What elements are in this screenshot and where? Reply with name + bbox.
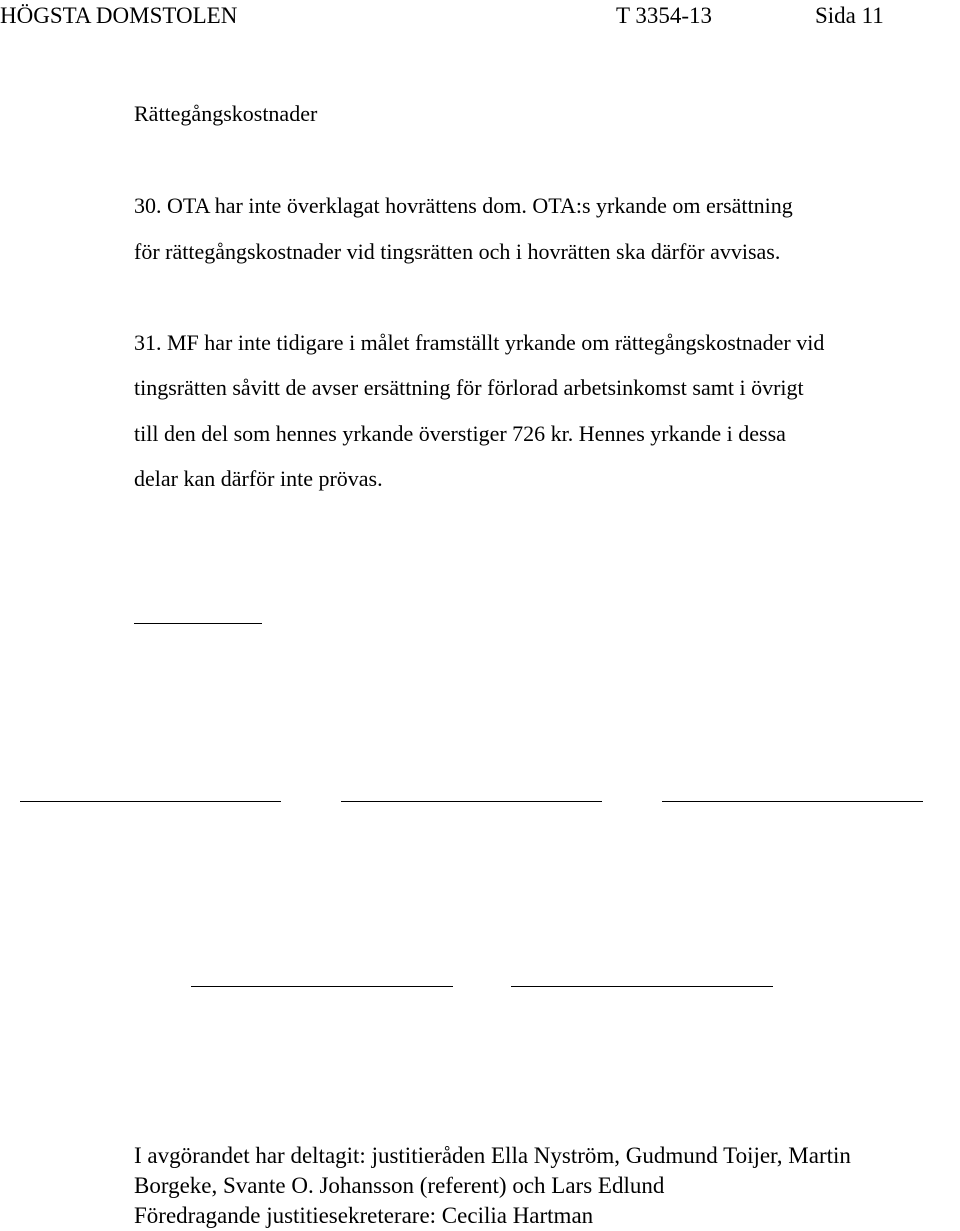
paragraph-line: delar kan därför inte prövas. <box>134 466 383 491</box>
footer-line: I avgörandet har deltagit: justitieråden Ella Nyström, Gudmund Toijer, Martin <box>134 1143 851 1168</box>
signature-line <box>511 986 773 987</box>
signature-line <box>341 801 602 802</box>
footer-line: Föredragande justitiesekreterare: Cecilia Hartman <box>134 1203 594 1228</box>
section-heading: Rättegångskostnader <box>134 101 318 126</box>
paragraph-line: tingsrätten såvitt de avser ersättning för förlorad arbetsinkomst samt i övrigt <box>134 375 804 400</box>
paragraph-line: 30. OTA har inte överklagat hovrättens dom. OTA:s yrkande om ersättning <box>134 193 793 218</box>
paragraph-line: till den del som hennes yrkande överstiger 726 kr. Hennes yrkande i dessa <box>134 421 786 446</box>
signature-line <box>20 801 281 802</box>
paragraph-line: 31. MF har inte tidigare i målet framställt yrkande om rättegångskostnader vid <box>134 330 825 355</box>
signature-line <box>191 986 453 987</box>
signature-line <box>662 801 923 802</box>
footer-line: Borgeke, Svante O. Johansson (referent) och Lars Edlund <box>134 1173 665 1198</box>
page-number: Sida 11 <box>815 3 884 28</box>
court-name: HÖGSTA DOMSTOLEN <box>0 3 238 28</box>
case-number: T 3354-13 <box>616 3 713 28</box>
section-divider <box>134 623 262 624</box>
paragraph-line: för rättegångskostnader vid tingsrätten och i hovrätten ska därför avvisas. <box>134 239 781 264</box>
